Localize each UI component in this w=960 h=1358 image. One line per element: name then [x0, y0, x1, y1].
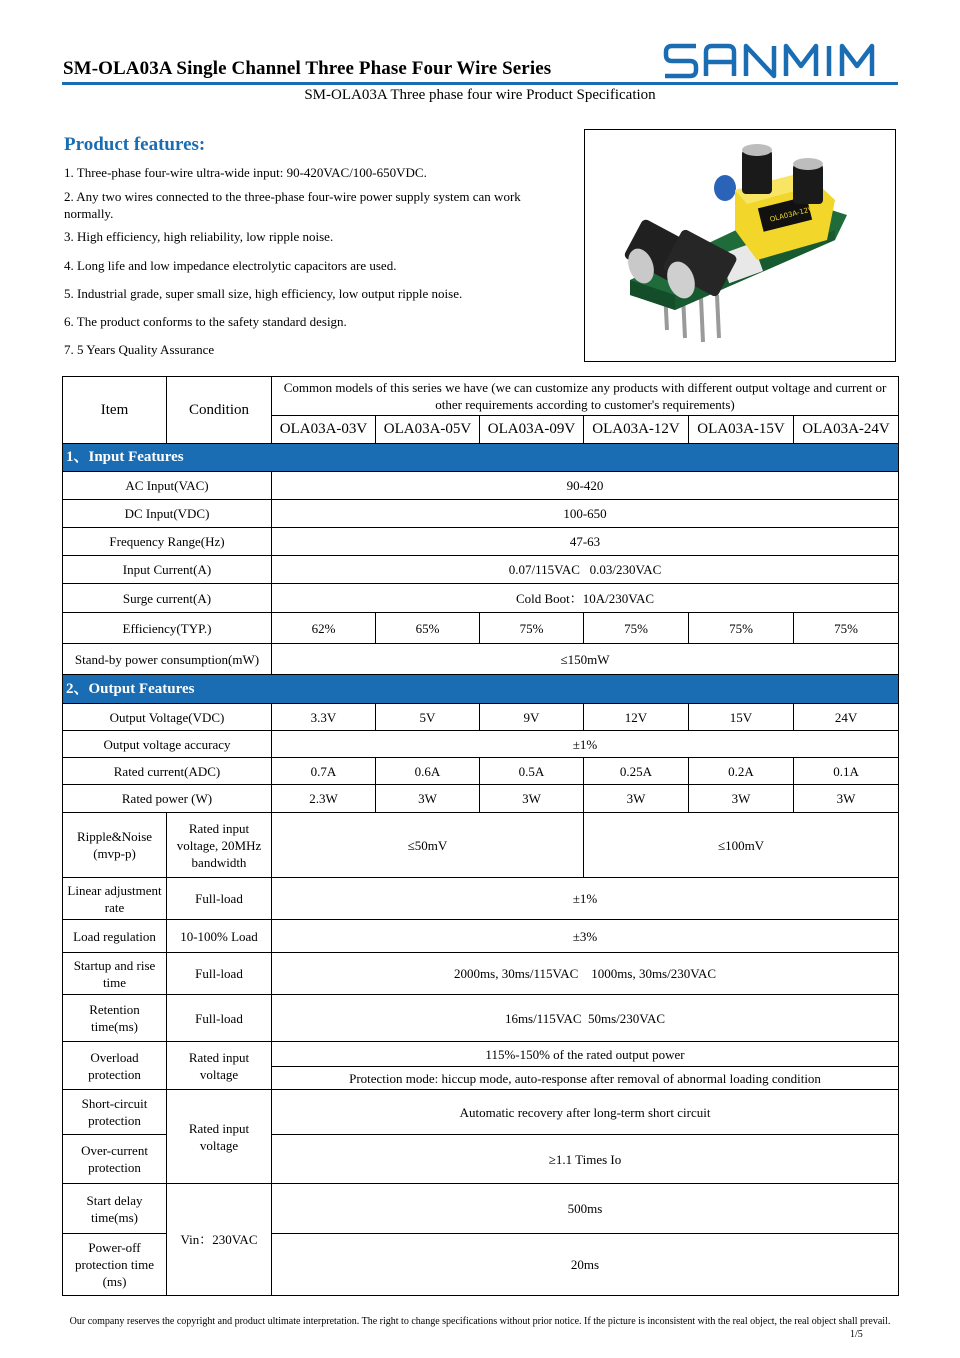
product-photo: [584, 129, 896, 362]
row-label: Startup and rise time: [63, 953, 167, 995]
row-label: Surge current(A): [63, 584, 272, 613]
efficiency-value: 75%: [794, 613, 899, 644]
document-title: SM-OLA03A Single Channel Three Phase Four Wire Series: [63, 58, 552, 79]
row-value: Automatic recovery after long-term short circuit: [272, 1090, 899, 1135]
model-name: OLA03A-15V: [689, 416, 794, 444]
row-label: Start delay time(ms): [63, 1184, 167, 1234]
row-value: ≤150mW: [272, 644, 899, 675]
row-label: Retention time(ms): [63, 995, 167, 1042]
model-name: OLA03A-09V: [480, 416, 584, 444]
feature-item: 2. Any two wires connected to the three-phase four-wire power supply system can work normally.: [64, 189, 521, 221]
efficiency-value: 75%: [689, 613, 794, 644]
rated-current-value: 0.5A: [480, 758, 584, 785]
output-voltage-value: 12V: [584, 704, 689, 731]
output-voltage-value: 3.3V: [272, 704, 376, 731]
sanmim-logo: [662, 40, 886, 82]
row-label: Ripple&Noise (mvp-p): [63, 813, 167, 878]
rated-power-value: 2.3W: [272, 785, 376, 813]
power-module-illustration: [585, 130, 897, 363]
header-common-models: Common models of this series we have (we can customize any products with different output voltage and current or other requirements according to customer's requirements): [272, 377, 899, 416]
efficiency-value: 75%: [480, 613, 584, 644]
row-value: 2000ms, 30ms/115VAC 1000ms, 30ms/230VAC: [272, 953, 899, 995]
output-voltage-value: 9V: [480, 704, 584, 731]
row-condition: Full-load: [167, 995, 272, 1042]
header-rule: [62, 82, 898, 85]
row-label: DC Input(VDC): [63, 500, 272, 528]
feature-item: 6. The product conforms to the safety standard design.: [64, 314, 347, 329]
header-condition: Condition: [167, 377, 272, 444]
row-label: Over-current protection: [63, 1135, 167, 1184]
row-value: ±3%: [272, 920, 899, 953]
row-value: 90-420: [272, 472, 899, 500]
row-condition: Rated input voltage, 20MHz bandwidth: [167, 813, 272, 878]
section-input-features: 1、Input Features: [63, 444, 899, 472]
row-label: Efficiency(TYP.): [63, 613, 272, 644]
row-condition: Full-load: [167, 953, 272, 995]
efficiency-value: 65%: [376, 613, 480, 644]
row-condition: 10-100% Load: [167, 920, 272, 953]
row-label: Frequency Range(Hz): [63, 528, 272, 556]
specification-table: [62, 376, 899, 1296]
row-label: Load regulation: [63, 920, 167, 953]
ripple-value-low: ≤50mV: [272, 813, 584, 878]
header-item: Item: [63, 377, 167, 444]
rated-power-value: 3W: [480, 785, 584, 813]
section-output-features: 2、Output Features: [63, 675, 899, 704]
row-value: ±1%: [272, 731, 899, 758]
row-condition: Vin：230VAC: [167, 1184, 272, 1296]
row-label: Overload protection: [63, 1042, 167, 1090]
row-label: Input Current(A): [63, 556, 272, 584]
rated-power-value: 3W: [584, 785, 689, 813]
row-value: ±1%: [272, 878, 899, 920]
efficiency-value: 62%: [272, 613, 376, 644]
row-value: ≥1.1 Times Io: [272, 1135, 899, 1184]
feature-item: 4. Long life and low impedance electrolytic capacitors are used.: [64, 258, 397, 273]
row-value: 500ms: [272, 1184, 899, 1234]
row-label: Rated power (W): [63, 785, 272, 813]
row-condition: Full-load: [167, 878, 272, 920]
model-name: OLA03A-12V: [584, 416, 689, 444]
ripple-value-high: ≤100mV: [584, 813, 899, 878]
row-value: 16ms/115VAC 50ms/230VAC: [272, 995, 899, 1042]
row-value: 20ms: [272, 1234, 899, 1296]
feature-item: 5. Industrial grade, super small size, high efficiency, low output ripple noise.: [64, 286, 463, 301]
output-voltage-value: 24V: [794, 704, 899, 731]
feature-item: 7. 5 Years Quality Assurance: [64, 342, 215, 357]
row-condition: Rated input voltage: [167, 1042, 272, 1090]
rated-power-value: 3W: [794, 785, 899, 813]
feature-item: 1. Three-phase four-wire ultra-wide input: 90-420VAC/100-650VDC.: [64, 165, 427, 180]
rated-power-value: 3W: [376, 785, 480, 813]
feature-item: 3. High efficiency, high reliability, low ripple noise.: [64, 229, 334, 244]
row-label: AC Input(VAC): [63, 472, 272, 500]
row-value: 0.07/115VAC 0.03/230VAC: [272, 556, 899, 584]
model-name: OLA03A-24V: [794, 416, 899, 444]
output-voltage-value: 5V: [376, 704, 480, 731]
row-label: Output Voltage(VDC): [63, 704, 272, 731]
footer-disclaimer: Our company reserves the copyright and product ultimate interpretation. The right to change specifications without prior notice. If the picture is inconsistent with the real object, the real object shall prevail.: [69, 1316, 891, 1327]
page-number: 1/5: [850, 1329, 863, 1340]
rated-power-value: 3W: [689, 785, 794, 813]
row-label: Power-off protection time (ms): [63, 1234, 167, 1296]
rated-current-value: 0.7A: [272, 758, 376, 785]
row-condition: Rated input voltage: [167, 1090, 272, 1184]
rated-current-value: 0.2A: [689, 758, 794, 785]
efficiency-value: 75%: [584, 613, 689, 644]
row-value: 115%-150% of the rated output power: [272, 1042, 899, 1067]
rated-current-value: 0.25A: [584, 758, 689, 785]
model-name: OLA03A-05V: [376, 416, 480, 444]
rated-current-value: 0.1A: [794, 758, 899, 785]
row-value: Cold Boot：10A/230VAC: [272, 584, 899, 613]
output-voltage-value: 15V: [689, 704, 794, 731]
row-label: Stand-by power consumption(mW): [63, 644, 272, 675]
row-value: 100-650: [272, 500, 899, 528]
features-title: Product features:: [64, 134, 206, 155]
row-label: Rated current(ADC): [63, 758, 272, 785]
transformer-label: OLA03A-12V: [768, 205, 814, 224]
row-value: 47-63: [272, 528, 899, 556]
row-value: Protection mode: hiccup mode, auto-response after removal of abnormal loading condition: [272, 1067, 899, 1090]
document-subtitle: SM-OLA03A Three phase four wire Product Specification: [304, 87, 656, 103]
rated-current-value: 0.6A: [376, 758, 480, 785]
row-label: Linear adjustment rate: [63, 878, 167, 920]
row-label: Short-circuit protection: [63, 1090, 167, 1135]
row-label: Output voltage accuracy: [63, 731, 272, 758]
model-name: OLA03A-03V: [272, 416, 376, 444]
